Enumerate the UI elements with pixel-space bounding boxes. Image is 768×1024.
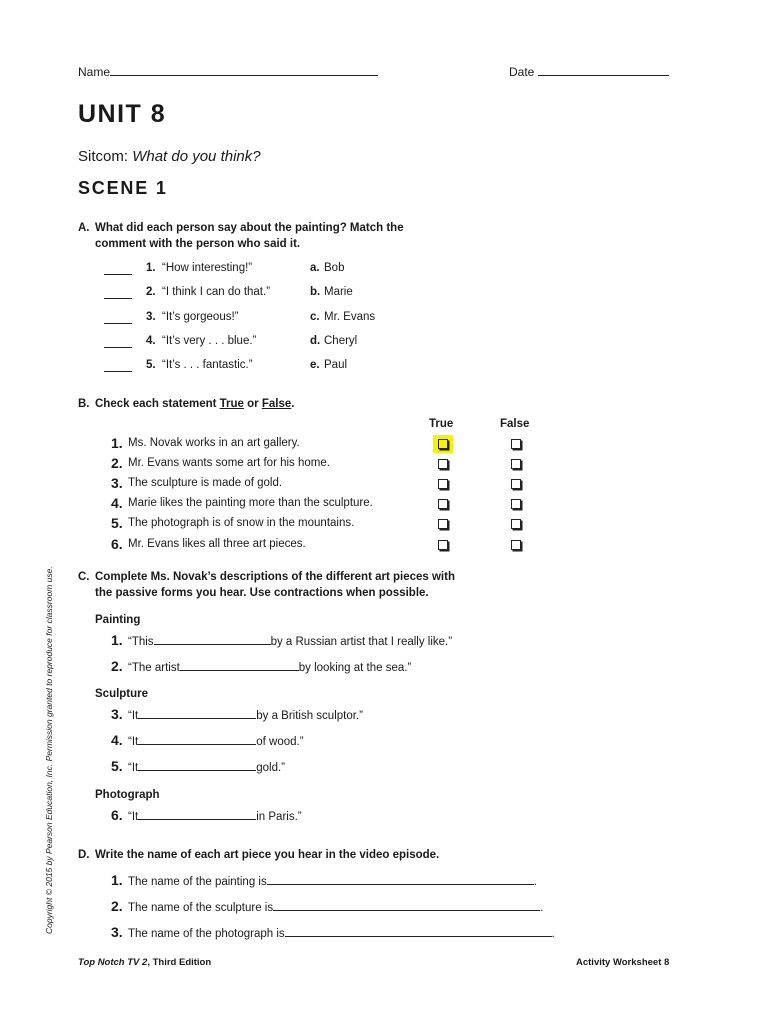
or-word: or xyxy=(243,398,262,410)
fill-in-line xyxy=(128,734,304,748)
line-suffix: by a Russian artist that I really like.” xyxy=(270,636,453,648)
item-number: 3. xyxy=(111,924,123,940)
answer-blank[interactable] xyxy=(104,287,132,299)
unit-title: UNIT 8 xyxy=(78,100,167,128)
item-number: 2. xyxy=(111,658,123,674)
sitcom-heading xyxy=(78,148,261,165)
option-name: Cheryl xyxy=(324,335,358,347)
section-b-instruction xyxy=(95,396,294,412)
item-number: 6. xyxy=(111,536,123,552)
option-letter: e. xyxy=(310,359,320,371)
option-letter: b. xyxy=(310,286,321,298)
line-prefix: “It xyxy=(128,762,139,774)
answer-blank[interactable] xyxy=(138,809,256,820)
item-number: 4. xyxy=(111,495,123,511)
item-number: 2. xyxy=(111,898,123,914)
fill-in-line xyxy=(128,760,285,774)
line-suffix: in Paris.” xyxy=(256,811,302,823)
statement-text: The sculpture is made of gold. xyxy=(128,477,283,489)
sitcom-prefix: Sitcom: xyxy=(78,148,133,165)
footer-edition: , Third Edition xyxy=(147,957,212,968)
item-number: 4. xyxy=(146,335,156,347)
fill-in-line xyxy=(128,708,363,722)
answer-blank[interactable] xyxy=(154,634,271,645)
answer-blank[interactable] xyxy=(104,360,132,372)
item-number: 3. xyxy=(146,311,156,323)
date-label: Date xyxy=(509,65,535,79)
col-false-header: False xyxy=(500,418,530,430)
name-blank[interactable] xyxy=(110,64,378,76)
quote-text: “It’s gorgeous!” xyxy=(162,311,239,323)
line-end: . xyxy=(551,928,555,940)
line-end: . xyxy=(540,902,544,914)
item-number: 4. xyxy=(111,732,123,748)
answer-blank[interactable] xyxy=(180,660,299,671)
line-suffix: by looking at the sea.” xyxy=(298,662,412,674)
group-label: Sculpture xyxy=(95,688,149,700)
line-prefix: “It xyxy=(128,811,139,823)
date-field xyxy=(509,64,669,79)
false-checkbox[interactable] xyxy=(511,519,521,529)
item-number: 5. xyxy=(146,359,156,371)
section-b-letter: B. xyxy=(78,398,90,410)
option-letter: d. xyxy=(310,335,321,347)
true-checkbox[interactable] xyxy=(438,540,448,550)
item-number: 1. xyxy=(146,262,156,274)
side-copyright: Copyright © 2015 by Pearson Education, Inc. Permission granted to reproduce for classroom use. xyxy=(44,566,54,934)
section-d-letter: D. xyxy=(78,849,90,861)
item-number: 3. xyxy=(111,475,123,491)
name-label: Name xyxy=(78,65,111,79)
item-number: 5. xyxy=(111,758,123,774)
section-c-instruction-2: the passive forms you hear. Use contractions when possible. xyxy=(95,587,429,599)
line-suffix: by a British sculptor.” xyxy=(256,710,363,722)
section-a-instruction-1: What did each person say about the painting? Match the xyxy=(95,222,404,234)
item-number: 5. xyxy=(111,515,123,531)
quote-text: “It’s . . . fantastic.” xyxy=(162,359,253,371)
answer-blank[interactable] xyxy=(267,874,534,885)
line-prefix: “The artist xyxy=(128,662,180,674)
item-number: 1. xyxy=(111,632,123,648)
false-checkbox[interactable] xyxy=(511,439,521,449)
footer-book-title: Top Notch TV 2 xyxy=(78,957,148,968)
quote-text: “It’s very . . . blue.” xyxy=(162,335,257,347)
statement-text: Mr. Evans wants some art for his home. xyxy=(128,457,330,469)
item-number: 1. xyxy=(111,872,123,888)
item-number: 1. xyxy=(111,435,123,451)
col-true-header: True xyxy=(429,418,454,430)
fill-in-line xyxy=(128,874,537,888)
fill-in-line xyxy=(128,634,452,648)
item-number: 2. xyxy=(111,455,123,471)
option-name: Mr. Evans xyxy=(324,311,376,323)
false-checkbox[interactable] xyxy=(511,499,521,509)
true-word: True xyxy=(219,398,244,410)
section-c-instruction-1: Complete Ms. Novak’s descriptions of the different art pieces with xyxy=(95,571,455,583)
line-text: The name of the photograph is xyxy=(128,928,285,940)
section-a-letter: A. xyxy=(78,222,90,234)
false-checkbox[interactable] xyxy=(511,479,521,489)
statement-text: Ms. Novak works in an art gallery. xyxy=(128,437,300,449)
answer-blank[interactable] xyxy=(104,312,132,324)
true-checkbox[interactable] xyxy=(438,479,448,489)
line-text: The name of the painting is xyxy=(128,876,267,888)
quote-text: “I think I can do that.” xyxy=(162,286,271,298)
line-prefix: “It xyxy=(128,736,139,748)
name-field xyxy=(78,64,378,79)
option-letter: c. xyxy=(310,311,320,323)
line-suffix: of wood.” xyxy=(256,736,304,748)
section-a-instruction-2: comment with the person who said it. xyxy=(95,238,301,250)
true-checkbox[interactable] xyxy=(438,459,448,469)
option-letter: a. xyxy=(310,262,320,274)
section-b-instruction-pre: Check each statement xyxy=(95,398,220,410)
answer-blank[interactable] xyxy=(273,900,540,911)
answer-blank[interactable] xyxy=(138,708,256,719)
answer-blank[interactable] xyxy=(285,926,552,937)
fill-in-line xyxy=(128,900,543,914)
line-prefix: “This xyxy=(128,636,154,648)
section-d-instruction: Write the name of each art piece you hear in the video episode. xyxy=(95,849,440,861)
line-end: . xyxy=(533,876,537,888)
date-blank[interactable] xyxy=(538,64,669,76)
footer-worksheet: Activity Worksheet 8 xyxy=(576,957,670,968)
answer-blank[interactable] xyxy=(104,263,132,275)
answer-blank[interactable] xyxy=(138,734,256,745)
footer-book xyxy=(78,957,211,968)
true-checkbox[interactable] xyxy=(438,499,448,509)
statement-text: The photograph is of snow in the mountains. xyxy=(128,517,355,529)
item-number: 6. xyxy=(111,807,123,823)
line-text: The name of the sculpture is xyxy=(128,902,274,914)
answer-blank[interactable] xyxy=(138,760,256,771)
true-checkbox[interactable] xyxy=(438,519,448,529)
section-c-letter: C. xyxy=(78,571,90,583)
sitcom-title: What do you think? xyxy=(132,148,261,165)
item-number: 2. xyxy=(146,286,156,298)
option-name: Paul xyxy=(324,359,348,371)
answer-blank[interactable] xyxy=(104,336,132,348)
option-name: Marie xyxy=(324,286,353,298)
false-word: False xyxy=(261,398,292,410)
false-checkbox[interactable] xyxy=(511,540,521,550)
true-checkbox[interactable] xyxy=(438,439,448,449)
item-number: 3. xyxy=(111,706,123,722)
group-label: Painting xyxy=(95,614,141,626)
fill-in-line xyxy=(128,809,302,823)
option-name: Bob xyxy=(324,262,345,274)
group-label: Photograph xyxy=(95,789,160,801)
fill-in-line xyxy=(128,660,411,674)
instruction-period: . xyxy=(291,398,295,410)
statement-text: Mr. Evans likes all three art pieces. xyxy=(128,538,306,550)
quote-text: “How interesting!” xyxy=(162,262,253,274)
fill-in-line xyxy=(128,926,555,940)
false-checkbox[interactable] xyxy=(511,459,521,469)
scene-title: SCENE 1 xyxy=(78,178,168,198)
line-prefix: “It xyxy=(128,710,139,722)
statement-text: Marie likes the painting more than the sculpture. xyxy=(128,497,373,509)
line-suffix: gold.” xyxy=(256,762,286,774)
